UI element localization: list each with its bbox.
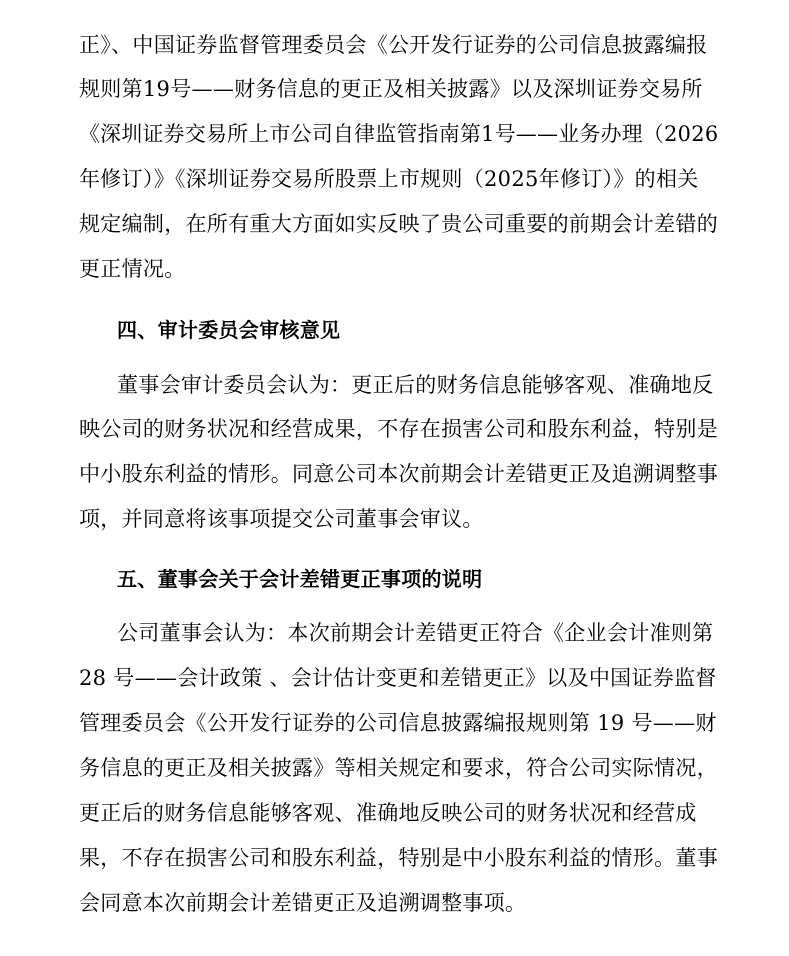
text-line: 《深圳证券交易所上市公司自律监管指南第1号——业务办理（2026 bbox=[79, 122, 719, 146]
text-line: 管理委员会《公开发行证券的公司信息披露编报规则第 19 号——财 bbox=[79, 711, 717, 735]
text-line: 务信息的更正及相关披露》等相关规定和要求，符合公司实际情况， bbox=[79, 756, 718, 780]
text-line: 会同意本次前期会计差错更正及追溯调整事项。 bbox=[79, 891, 527, 915]
section-heading-audit-committee: 四、审计委员会审核意见 bbox=[117, 318, 341, 342]
text-line: 中小股东利益的情形。同意公司本次前期会计差错更正及追溯调整事 bbox=[79, 462, 718, 486]
section-heading-board-explanation: 五、董事会关于会计差错更正事项的说明 bbox=[117, 567, 483, 591]
text-line: 更正情况。 bbox=[79, 257, 186, 281]
text-line: 更正后的财务信息能够客观、准确地反映公司的财务状况和经营成 bbox=[79, 801, 697, 825]
text-line: 果，不存在损害公司和股东利益，特别是中小股东利益的情形。董事 bbox=[79, 846, 718, 870]
text-line: 正》、中国证券监督管理委员会《公开发行证券的公司信息披露编报 bbox=[79, 33, 708, 57]
text-line: 规定编制，在所有重大方面如实反映了贵公司重要的前期会计差错的 bbox=[79, 212, 718, 236]
text-line: 映公司的财务状况和经营成果，不存在损害公司和股东利益，特别是 bbox=[79, 417, 718, 441]
text-line: 28 号——会计政策 、会计估计变更和差错更正》以及中国证券监督 bbox=[79, 666, 717, 690]
text-line: 董事会审计委员会认为：更正后的财务信息能够客观、准确地反 bbox=[117, 373, 714, 397]
text-line: 公司董事会认为：本次前期会计差错更正符合《企业会计准则第 bbox=[117, 621, 714, 645]
text-line: 规则第19号——财务信息的更正及相关披露》以及深圳证券交易所 bbox=[79, 77, 703, 101]
text-line: 年修订）》《深圳证券交易所股票上市规则（2025年修订）》的相关 bbox=[79, 167, 699, 191]
text-line: 项，并同意将该事项提交公司董事会审议。 bbox=[79, 507, 484, 531]
